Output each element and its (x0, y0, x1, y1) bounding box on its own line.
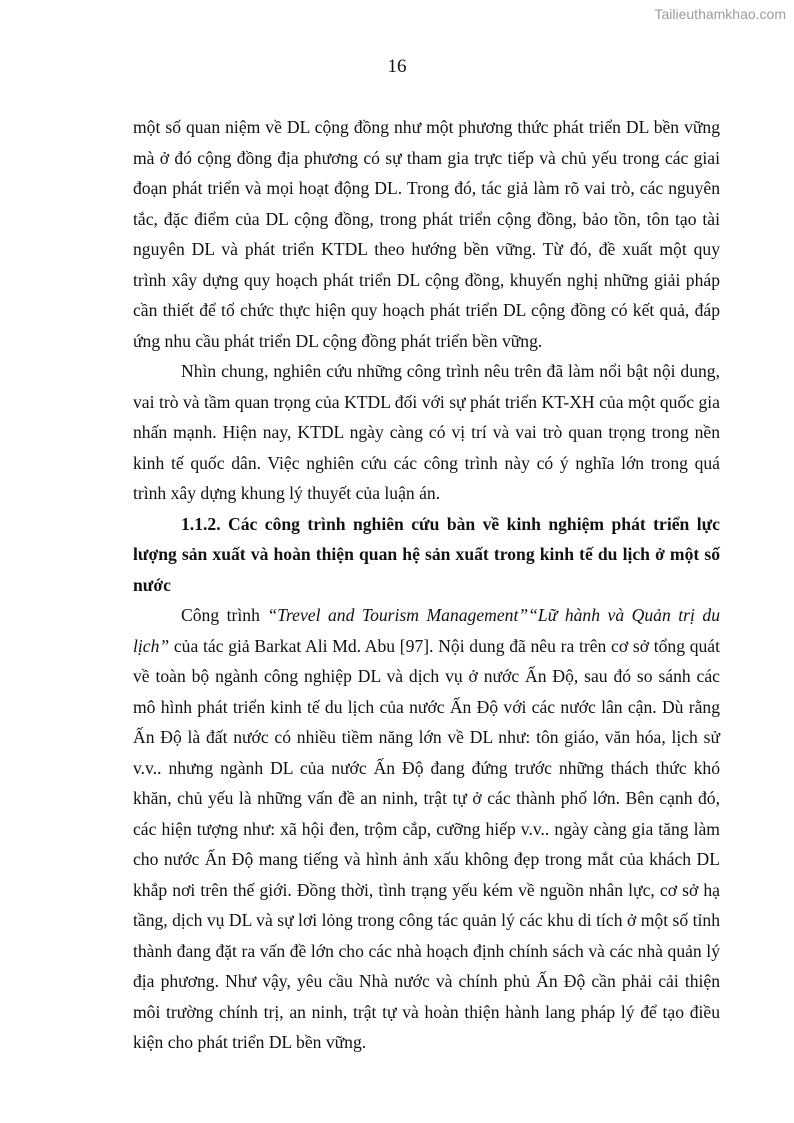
section-heading: 1.1.2. Các công trình nghiên cứu bàn về kinh nghiệm phát triển lực lượng sản xuất và hoàn thiện quan hệ sản xuất trong kinh tế du lịch ở một số nước (133, 513, 720, 595)
work-title-vietnamese: “Lữ hành và Quản trị du lịch” (133, 605, 720, 656)
document-body (133, 112, 720, 1058)
page-number: 16 (387, 56, 407, 77)
paragraph-study-lead: Công trình (181, 605, 268, 625)
paragraph-study (133, 600, 720, 1058)
work-title-english: “Trevel and Tourism Management” (267, 605, 529, 625)
paragraph-study-body: của tác giả Barkat Ali Md. Abu [97]. Nội dung đã nêu ra trên cơ sở tổng quát về toàn bộ ngành công nghiệp DL và dịch vụ ở nước Ấn Độ, sau đó so sánh các mô hình phát triển kinh tế du lịch của nước Ấn Độ với các nước lân cận. Dù rằng Ấn Độ là đất nước có nhiều tiềm năng lớn về DL như: tôn giáo, văn hóa, lịch sử v.v.. nhưng ngành DL của nước Ấn Độ đang đứng trước những thách thức khó khăn, chủ yếu là những vấn đề an ninh, trật tự ở các thành phố lớn. Bên cạnh đó, các hiện tượng như: xã hội đen, trộm cắp, cưỡng hiếp v.v.. ngày càng gia tăng làm cho nước Ấn Độ mang tiếng và hình ảnh xấu không đẹp trong mắt của khách DL khắp nơi trên thế giới. Đồng thời, tình trạng yếu kém về nguồn nhân lực, cơ sở hạ tầng, dịch vụ DL và sự lơi lỏng trong công tác quản lý các khu di tích ở một số tỉnh thành đang đặt ra vấn đề lớn cho các nhà hoạch định chính sách và các nhà quản lý địa phương. Như vậy, yêu cầu Nhà nước và chính phủ Ấn Độ cần phải cải thiện môi trường chính trị, an ninh, trật tự và hoàn thiện hành lang pháp lý để tạo điều kiện cho phát triển DL bền vững. (133, 635, 720, 1052)
paragraph-continued: một số quan niệm về DL cộng đồng như một phương thức phát triển DL bền vững mà ở đó cộng đồng địa phương có sự tham gia trực tiếp và chủ yếu trong các giai đoạn phát triển và mọi hoạt động DL. Trong đó, tác giả làm rõ vai trò, các nguyên tắc, đặc điểm của DL cộng đồng, trong phát triển cộng đồng, bảo tồn, tôn tạo tài nguyên DL và phát triển KTDL theo hướng bền vững. Từ đó, đề xuất một quy trình xây dựng quy hoạch phát triển DL cộng đồng, khuyến nghị những giải pháp cần thiết để tổ chức thực hiện quy hoạch phát triển DL cộng đồng có kết quả, đáp ứng nhu cầu phát triển DL cộng đồng phát triển bền vững. (133, 117, 720, 351)
paragraph-summary: Nhìn chung, nghiên cứu những công trình nêu trên đã làm nổi bật nội dung, vai trò và tầm quan trọng của KTDL đối với sự phát triển KT-XH của một quốc gia nhấn mạnh. Hiện nay, KTDL ngày càng có vị trí và vai trò quan trọng trong nền kinh tế quốc dân. Việc nghiên cứu các công trình này có ý nghĩa lớn trong quá trình xây dựng khung lý thuyết của luận án. (133, 361, 720, 503)
watermark: Tailieuthamkhao.com (654, 6, 786, 22)
